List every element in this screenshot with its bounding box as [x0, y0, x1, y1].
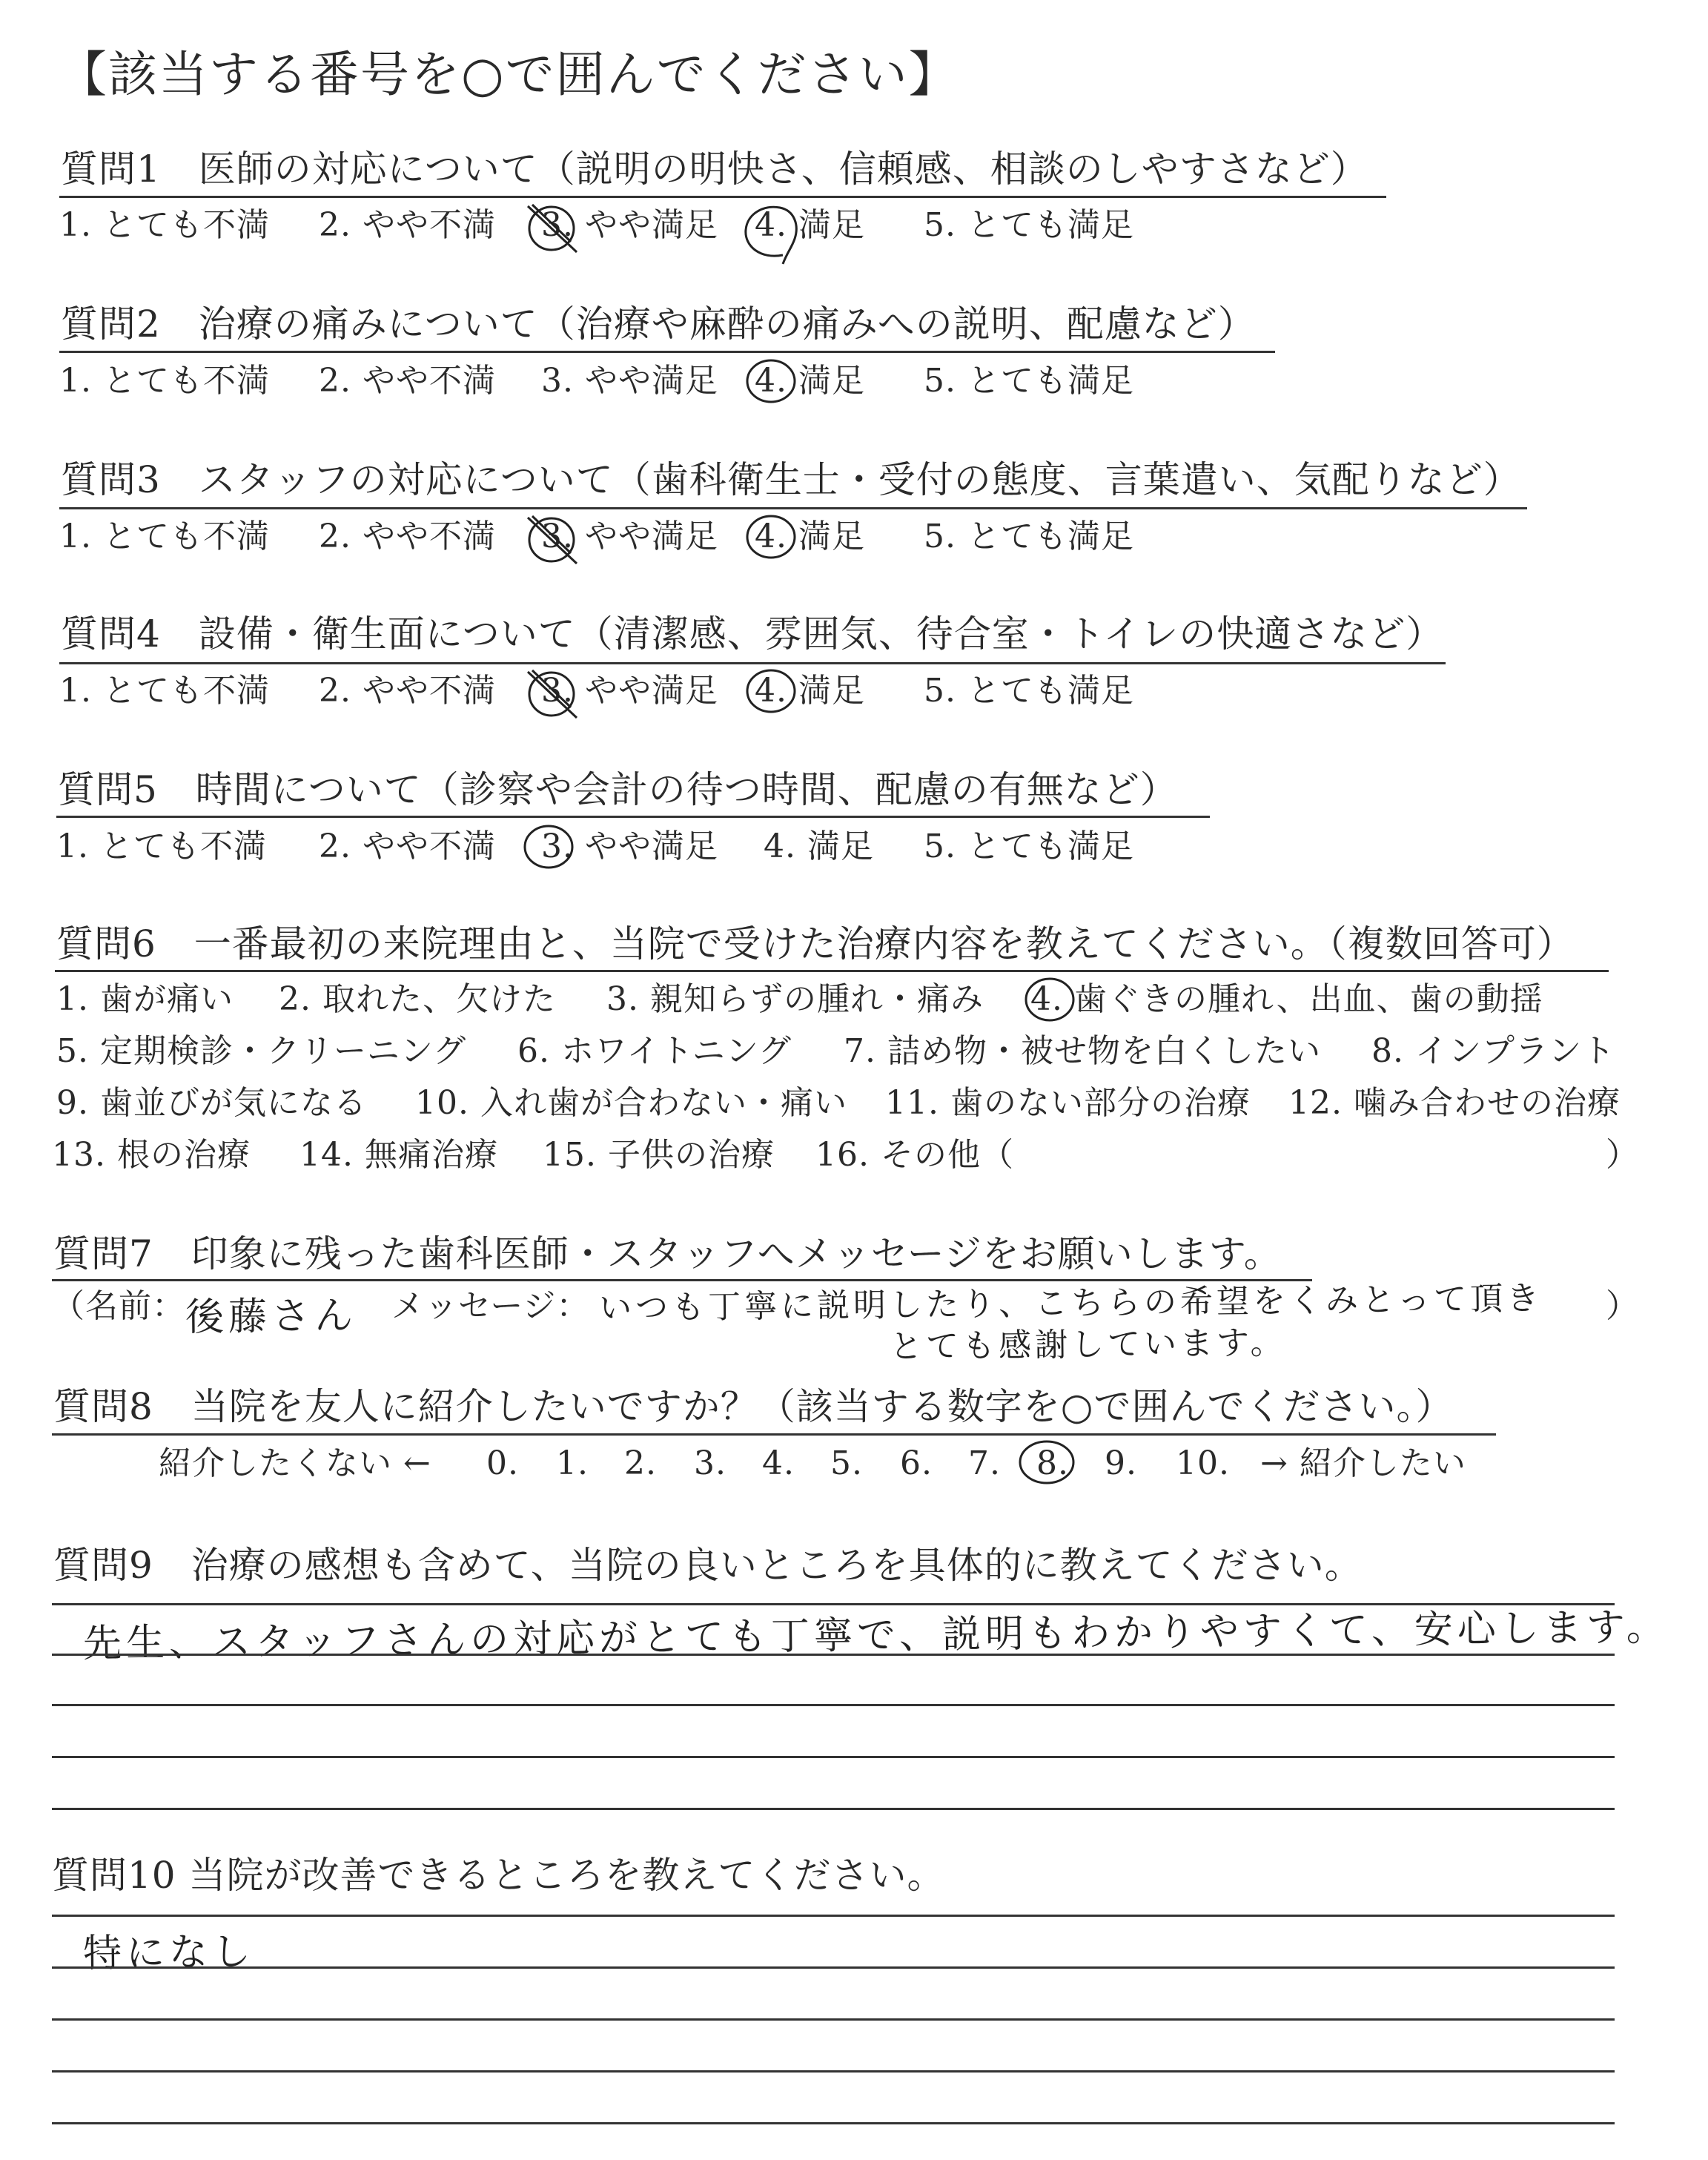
q3-option-1[interactable]: 1. とても不満 [59, 518, 270, 555]
q6-option-13[interactable]: 13. 根の治療 [52, 1136, 251, 1174]
q4-option-2[interactable]: 2. やや不満 [319, 672, 496, 710]
q6-other-close-paren: ） [1606, 1136, 1639, 1174]
q8-scale-5[interactable]: 5. [830, 1444, 863, 1482]
q8-scale-left-label: 紹介したくない ← [159, 1444, 431, 1482]
q7-message-line-1[interactable]: いつも丁寧に説明したり、こちらの希望をくみとって頂き [598, 1279, 1543, 1327]
q3-option-4[interactable]: 4. 満足 [755, 518, 865, 555]
question-3-underline [59, 507, 1527, 509]
q8-scale-7[interactable]: 7. [968, 1444, 1001, 1482]
q5-option-5[interactable]: 5. とても満足 [924, 828, 1134, 865]
q9-line-2 [52, 1654, 1615, 1656]
question-3-title: 質問3 スタッフの対応について（歯科衛生士・受付の態度、言葉遣い、気配りなど） [61, 458, 1521, 501]
q1-option-1[interactable]: 1. とても不満 [59, 206, 270, 244]
q5-option-3[interactable]: 3. やや満足 [541, 828, 718, 865]
question-5-title: 質問5 時間について（診察や会計の待つ時間、配慮の有無など） [58, 768, 1178, 811]
q1-option-4[interactable]: 4. 満足 [755, 206, 865, 244]
question-6-underline [55, 970, 1609, 972]
q10-line-4 [52, 2070, 1615, 2073]
question-8-underline [52, 1433, 1496, 1436]
question-4-title: 質問4 設備・衛生面について（清潔感、雰囲気、待合室・トイレの快適さなど） [61, 612, 1444, 655]
form-header: 【該当する番号を○で囲んでください】 [58, 46, 959, 103]
q6-option-6[interactable]: 6. ホワイトニング [517, 1032, 792, 1070]
q6-option-9[interactable]: 9. 歯並びが気になる [56, 1084, 367, 1122]
q3-option-3[interactable]: 3. やや満足 [541, 518, 718, 555]
q6-option-11[interactable]: 11. 歯のない部分の治療 [885, 1084, 1251, 1122]
q3-option-5[interactable]: 5. とても満足 [924, 518, 1134, 555]
q6-option-2[interactable]: 2. 取れた、欠けた [279, 980, 556, 1018]
q5-option-4[interactable]: 4. 満足 [764, 828, 874, 865]
q8-scale-right-label: → 紹介したい [1260, 1444, 1466, 1482]
q6-option-1[interactable]: 1. 歯が痛い [56, 980, 234, 1018]
q6-option-15[interactable]: 15. 子供の治療 [543, 1136, 775, 1174]
q8-scale-6[interactable]: 6. [900, 1444, 933, 1482]
q8-scale-1[interactable]: 1. [556, 1444, 589, 1482]
question-9-title: 質問9 治療の感想も含めて、当院の良いところを具体的に教えてください。 [53, 1544, 1363, 1587]
q2-option-2[interactable]: 2. やや不満 [319, 362, 496, 400]
q10-answer[interactable]: 特になし [82, 1929, 256, 1976]
q2-option-1[interactable]: 1. とても不満 [59, 362, 270, 400]
q2-option-5[interactable]: 5. とても満足 [924, 362, 1134, 400]
question-7-title: 質問7 印象に残った歯科医師・スタッフへメッセージをお願いします。 [53, 1232, 1282, 1275]
question-2-title: 質問2 治療の痛みについて（治療や麻酔の痛みへの説明、配慮など） [61, 303, 1256, 346]
q6-option-10[interactable]: 10. 入れ歯が合わない・痛い [415, 1084, 847, 1122]
q8-scale-0[interactable]: 0. [486, 1444, 519, 1482]
q10-line-5 [52, 2122, 1615, 2124]
q4-option-1[interactable]: 1. とても不満 [59, 672, 270, 710]
q9-answer[interactable]: 先生、スタッフさんの対応がとても丁寧で、説明もわかりやすくて、安心します。 [82, 1605, 1670, 1666]
question-10-title: 質問10 当院が改善できるところを教えてください。 [52, 1854, 945, 1897]
q8-scale-3[interactable]: 3. [694, 1444, 726, 1482]
q8-scale-10[interactable]: 10. [1176, 1444, 1230, 1482]
q6-option-3[interactable]: 3. 親知らずの腫れ・痛み [606, 980, 984, 1018]
q1-option-2[interactable]: 2. やや不満 [319, 206, 496, 244]
q1-option-5[interactable]: 5. とても満足 [924, 206, 1134, 244]
q7-message-line-2[interactable]: とても感謝しています。 [889, 1324, 1287, 1366]
q4-option-4[interactable]: 4. 満足 [755, 672, 865, 710]
q1-option-3[interactable]: 3. やや満足 [541, 206, 718, 244]
q9-line-4 [52, 1756, 1615, 1758]
q6-option-12[interactable]: 12. 噛み合わせの治療 [1288, 1084, 1621, 1122]
q8-scale-4[interactable]: 4. [762, 1444, 795, 1482]
q4-option-5[interactable]: 5. とても満足 [924, 672, 1134, 710]
question-1-underline [59, 196, 1386, 198]
q9-line-3 [52, 1704, 1615, 1706]
q8-scale-9[interactable]: 9. [1105, 1444, 1137, 1482]
q10-line-3 [52, 2018, 1615, 2021]
q7-name-label: （名前： [52, 1287, 185, 1325]
q10-line-2 [52, 1966, 1615, 1969]
q7-name-answer[interactable]: 後藤さん [185, 1293, 358, 1340]
q6-option-8[interactable]: 8. インプラント [1371, 1032, 1615, 1070]
q7-message-label: メッセージ： [391, 1287, 590, 1325]
q5-option-2[interactable]: 2. やや不満 [319, 828, 496, 865]
q2-option-3[interactable]: 3. やや満足 [541, 362, 718, 400]
q6-option-4[interactable]: 4. 歯ぐきの腫れ、出血、歯の動揺 [1030, 980, 1543, 1018]
question-4-underline [59, 662, 1446, 664]
q2-option-4[interactable]: 4. 満足 [755, 362, 865, 400]
question-2-underline [59, 351, 1275, 353]
q4-option-3[interactable]: 3. やや満足 [541, 672, 718, 710]
q9-line-5 [52, 1808, 1615, 1810]
question-6-title: 質問6 一番最初の来院理由と、当院で受けた治療内容を教えてください。（複数回答可） [56, 922, 1575, 965]
q6-option-5[interactable]: 5. 定期検診・クリーニング [56, 1032, 467, 1070]
question-1-title: 質問1 医師の対応について（説明の明快さ、信頼感、相談のしやすさなど） [61, 148, 1368, 191]
q6-option-14[interactable]: 14. 無痛治療 [299, 1136, 498, 1174]
q6-option-16[interactable]: 16. その他（ [815, 1136, 1014, 1174]
q7-close-paren: ） [1606, 1287, 1639, 1325]
q5-option-1[interactable]: 1. とても不満 [56, 828, 267, 865]
q6-option-7[interactable]: 7. 詰め物・被せ物を白くしたい [844, 1032, 1321, 1070]
q10-line-1 [52, 1915, 1615, 1917]
q8-scale-2[interactable]: 2. [624, 1444, 657, 1482]
q3-option-2[interactable]: 2. やや不満 [319, 518, 496, 555]
question-8-title: 質問8 当院を友人に紹介したいですか？（該当する数字を○で囲んでください。） [53, 1385, 1454, 1428]
question-5-underline [56, 816, 1210, 818]
q8-scale-8[interactable]: 8. [1036, 1444, 1069, 1482]
